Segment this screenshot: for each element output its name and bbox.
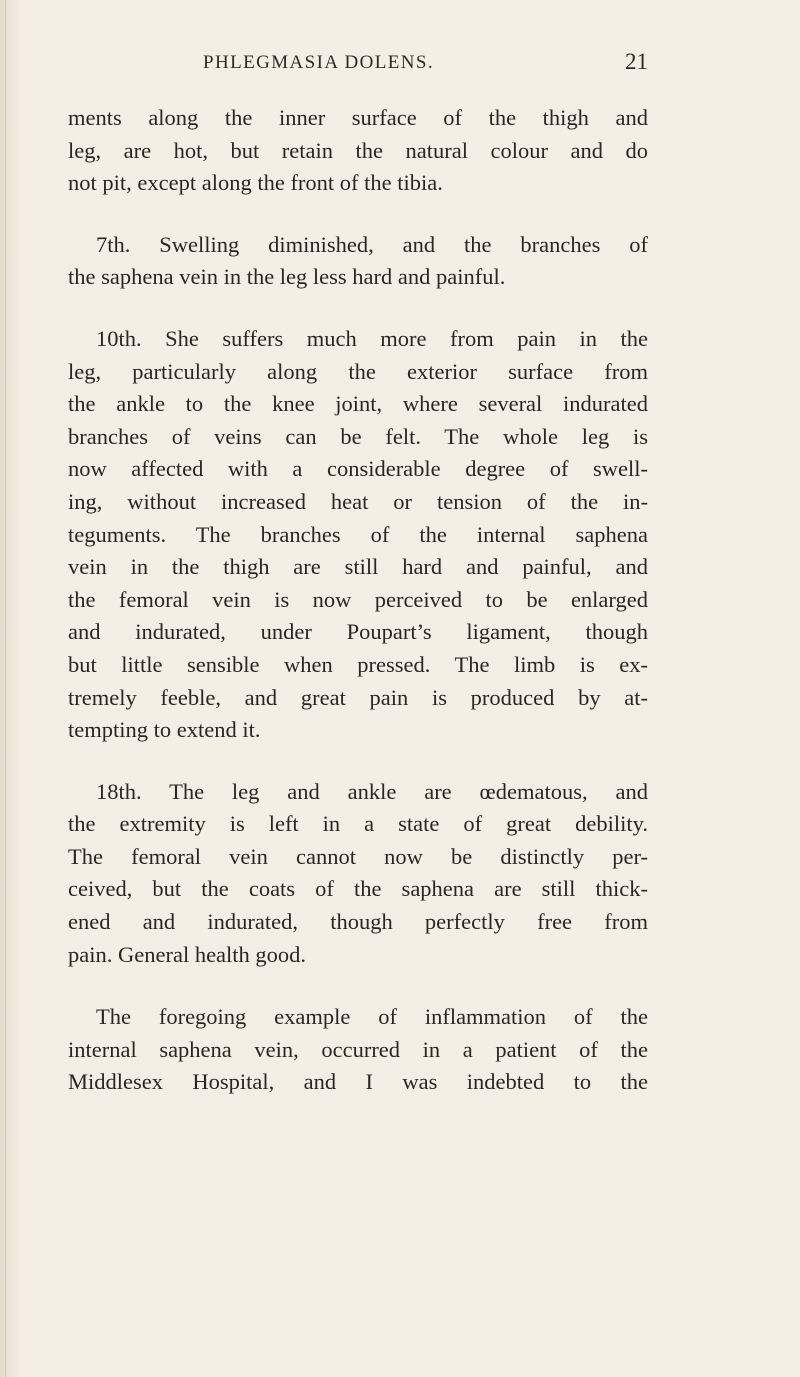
text-line: ened and indurated, though perfectly free from — [68, 909, 648, 935]
text-line: tremely feeble, and great pain is produced by at- — [68, 684, 648, 710]
text-line: but little sensible when pressed. The limb is ex- — [68, 651, 648, 677]
running-title: PHLEGMASIA DOLENS. — [203, 52, 435, 73]
text-line: 10th. She suffers much more from pain in the — [96, 325, 648, 351]
text-line: The foregoing example of inflammation of the — [96, 1004, 648, 1030]
text-line: not pit, except along the front of the tibia. — [68, 170, 443, 196]
text-line: 18th. The leg and ankle are œdematous, and — [96, 778, 648, 804]
text-line: Middlesex Hospital, and I was indebted to the — [68, 1069, 648, 1095]
paragraph-7th — [68, 229, 648, 294]
paragraph-continuation — [68, 102, 648, 200]
gutter-fold-line — [5, 0, 6, 1377]
text-line: the femoral vein is now perceived to be enlarged — [68, 586, 648, 612]
text-line: tempting to extend it. — [68, 717, 261, 743]
paragraph-foregoing-example — [68, 1001, 648, 1099]
text-line: the ankle to the knee joint, where several indurated — [68, 391, 648, 417]
text-line: the extremity is left in a state of great debility. — [68, 811, 648, 837]
body-text — [68, 102, 648, 1099]
page-number: 21 — [625, 49, 648, 74]
text-line: ing, without increased heat or tension of the in- — [68, 488, 648, 514]
text-line: branches of veins can be felt. The whole leg is — [68, 423, 648, 449]
text-line: internal saphena vein, occurred in a patient of the — [68, 1036, 648, 1062]
paragraph-18th — [68, 776, 648, 972]
text-line: leg, particularly along the exterior surface from — [68, 358, 648, 384]
text-line: pain. General health good. — [68, 941, 307, 967]
text-line: the saphena vein in the leg less hard and painful. — [68, 264, 506, 290]
running-head — [68, 49, 648, 82]
page-gutter-shadow — [0, 0, 22, 1377]
text-line: and indurated, under Poupart’s ligament, though — [68, 619, 648, 645]
text-line: ments along the inner surface of the thigh and — [68, 105, 648, 130]
text-line: now affected with a considerable degree of swell- — [68, 456, 648, 482]
paragraph-10th — [68, 323, 648, 747]
text-line: ceived, but the coats of the saphena are still thick- — [68, 876, 648, 902]
text-line: 7th. Swelling diminished, and the branches of — [96, 231, 648, 257]
text-line: The femoral vein cannot now be distinctly per- — [68, 843, 648, 869]
text-line: teguments. The branches of the internal saphena — [68, 521, 648, 547]
text-line: leg, are hot, but retain the natural colour and do — [68, 137, 648, 163]
text-line: vein in the thigh are still hard and painful, and — [68, 554, 648, 580]
